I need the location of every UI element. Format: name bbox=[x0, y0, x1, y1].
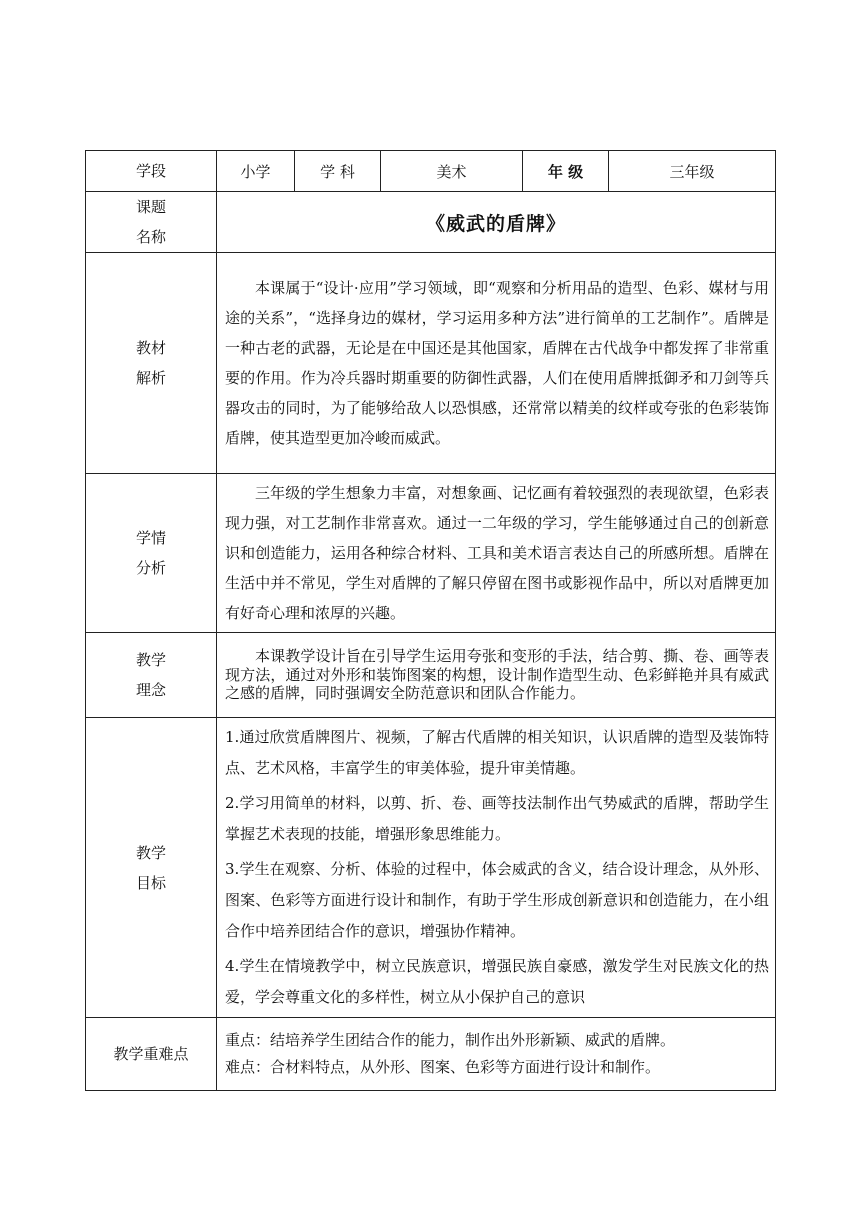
subject-value: 美术 bbox=[381, 151, 523, 192]
teaching-goals-row bbox=[86, 718, 776, 1018]
lesson-title: 《威武的盾牌》 bbox=[217, 192, 776, 253]
teaching-goals-list bbox=[217, 718, 776, 1018]
teaching-goals-label: 教学 目标 bbox=[86, 718, 217, 1018]
student-analysis-label: 学情 分析 bbox=[86, 474, 217, 633]
topic-label: 课题 名称 bbox=[86, 192, 217, 253]
grade-value: 三年级 bbox=[609, 151, 776, 192]
goal-item: 3.学生在观察、分析、体验的过程中，体会威武的含义，结合设计理念，从外形、图案、色彩等方面进行设计和制作，有助于学生形成创新意识和创造能力，在小组合作中培养团结合作的意识，增强协作精神。 bbox=[225, 860, 769, 940]
goal-item: 1.通过欣赏盾牌图片、视频，了解古代盾牌的相关知识，认识盾牌的造型及装饰特点、艺术风格，丰富学生的审美体验，提升审美情趣。 bbox=[225, 728, 769, 777]
teaching-philosophy-text: 本课教学设计旨在引导学生运用夸张和变形的手法，结合剪、撕、卷、画等表现方法，通过对外形和装饰图案的构想，设计制作造型生动、色彩鲜艳并具有威武之感的盾牌，同时强调安全防范意识和团队合作能力。 bbox=[217, 633, 776, 718]
stage-label: 学段 bbox=[86, 151, 217, 192]
header-row bbox=[86, 151, 776, 192]
key-points-text bbox=[217, 1018, 776, 1091]
difficulty-point: 难点：合材料特点，从外形、图案、色彩等方面进行设计和制作。 bbox=[225, 1058, 661, 1076]
topic-row bbox=[86, 192, 776, 253]
grade-label: 年 级 bbox=[523, 151, 609, 192]
key-points-row bbox=[86, 1018, 776, 1091]
lesson-plan-sheet bbox=[85, 150, 775, 1091]
textbook-analysis-row bbox=[86, 253, 776, 474]
textbook-analysis-label: 教材 解析 bbox=[86, 253, 217, 474]
key-point: 重点：结培养学生团结合作的能力，制作出外形新颖、威武的盾牌。 bbox=[225, 1031, 676, 1049]
goal-item: 4.学生在情境教学中，树立民族意识，增强民族自豪感，激发学生对民族文化的热爱，学会尊重文化的多样性，树立从小保护自己的意识 bbox=[225, 957, 769, 1006]
teaching-philosophy-label: 教学 理念 bbox=[86, 633, 217, 718]
goal-item: 2.学习用简单的材料，以剪、折、卷、画等技法制作出气势威武的盾牌，帮助学生掌握艺术表现的技能，增强形象思维能力。 bbox=[225, 794, 769, 843]
lesson-plan-table bbox=[85, 150, 776, 1091]
student-analysis-text: 三年级的学生想象力丰富，对想象画、记忆画有着较强烈的表现欲望，色彩表现力强，对工艺制作非常喜欢。通过一二年级的学习，学生能够通过自己的创新意识和创造能力，运用各种综合材料、工具和美术语言表达自己的所感所想。盾牌在生活中并不常见，学生对盾牌的了解只停留在图书或影视作品中，所以对盾牌更加有好奇心理和浓厚的兴趣。 bbox=[217, 474, 776, 633]
teaching-philosophy-row bbox=[86, 633, 776, 718]
textbook-analysis-text: 本课属于“设计·应用”学习领域，即“观察和分析用品的造型、色彩、媒材与用途的关系”，“选择身边的媒材，学习运用多种方法”进行简单的工艺制作”。盾牌是一种古老的武器，无论是在中国还是其他国家，盾牌在古代战争中都发挥了非常重要的作用。作为冷兵器时期重要的防御性武器，人们在使用盾牌抵御矛和刀剑等兵器攻击的同时，为了能够给敌人以恐惧感，还常常以精美的纹样或夸张的色彩装饰盾牌，使其造型更加冷峻而威武。 bbox=[217, 253, 776, 474]
student-analysis-row bbox=[86, 474, 776, 633]
subject-label: 学 科 bbox=[295, 151, 381, 192]
stage-value: 小学 bbox=[217, 151, 295, 192]
key-points-label: 教学重难点 bbox=[86, 1018, 217, 1091]
